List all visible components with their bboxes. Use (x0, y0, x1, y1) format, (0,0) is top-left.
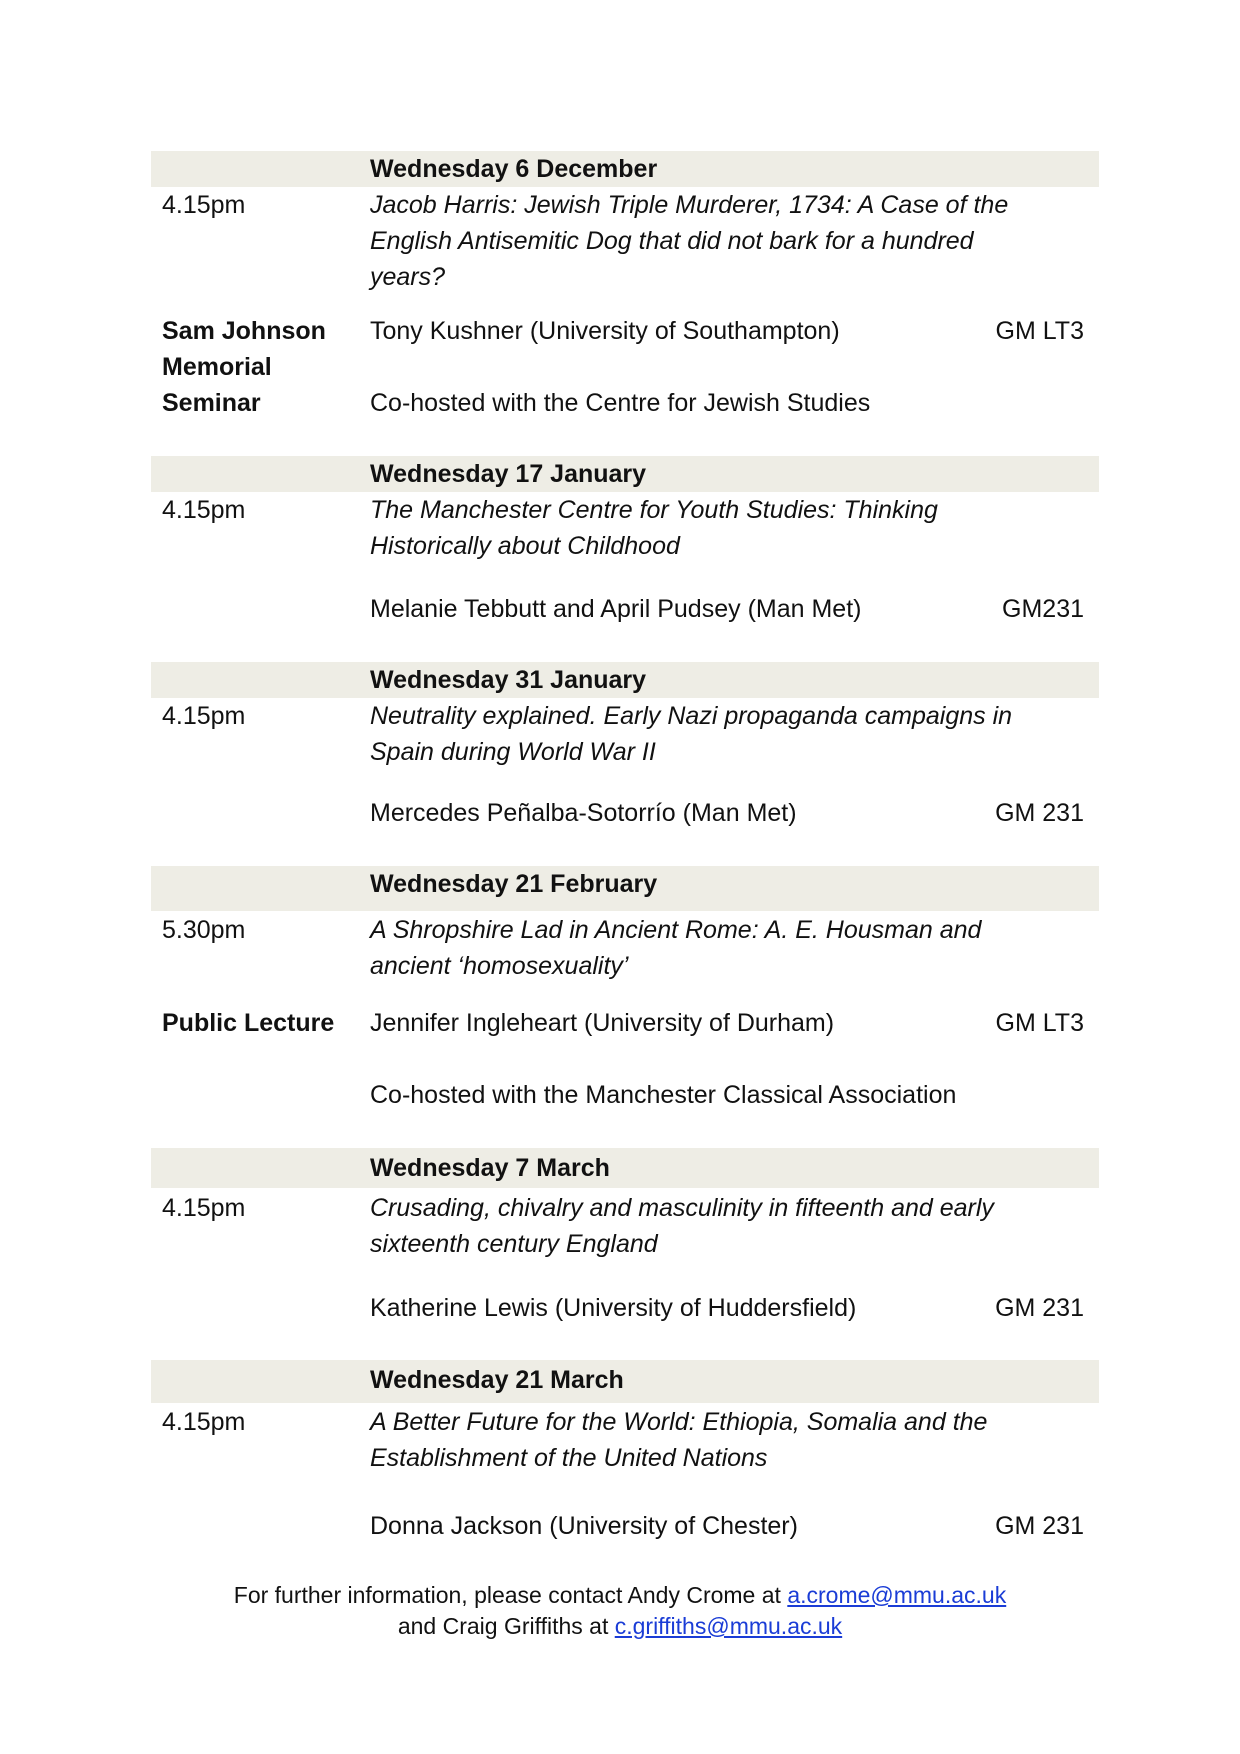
event-label-line: Seminar (162, 389, 261, 417)
event-title-line: Establishment of the United Nations (370, 1444, 768, 1472)
event-room: GM 231 (995, 1512, 1084, 1540)
event-note: Co-hosted with the Manchester Classical Association (370, 1081, 957, 1109)
event-room: GM 231 (995, 799, 1084, 827)
event-date: Wednesday 21 March (370, 1366, 624, 1394)
event-date: Wednesday 21 February (370, 870, 658, 898)
event-time: 4.15pm (162, 702, 246, 730)
event-date: Wednesday 17 January (370, 460, 647, 488)
contact-text: For further information, please contact Andy Crome at (233, 1582, 788, 1608)
event-date: Wednesday 7 March (370, 1154, 610, 1182)
event-label-line: Memorial (162, 353, 272, 381)
event-time: 5.30pm (162, 916, 246, 944)
date-band (151, 1148, 1099, 1188)
email-link-griffiths[interactable]: c.griffiths@mmu.ac.uk (614, 1613, 843, 1639)
event-title-line: A Better Future for the World: Ethiopia, Somalia and the (370, 1408, 988, 1436)
event-time: 4.15pm (162, 496, 246, 524)
event-speaker: Donna Jackson (University of Chester) (370, 1512, 798, 1540)
event-title-line: English Antisemitic Dog that did not bark for a hundred (370, 227, 974, 255)
email-link-crome[interactable]: a.crome@mmu.ac.uk (787, 1582, 1007, 1608)
event-room: GM231 (1002, 595, 1084, 623)
event-title-line: years? (370, 263, 446, 291)
event-note: Co-hosted with the Centre for Jewish Studies (370, 389, 871, 417)
event-speaker: Tony Kushner (University of Southampton) (370, 317, 840, 345)
event-room: GM LT3 (995, 317, 1084, 345)
event-title-line: The Manchester Centre for Youth Studies: Thinking (370, 496, 938, 524)
event-title-line: Crusading, chivalry and masculinity in fifteenth and early (370, 1194, 994, 1222)
event-title-line: ancient ‘homosexuality’ (370, 952, 629, 980)
event-speaker: Jennifer Ingleheart (University of Durham) (370, 1009, 835, 1037)
event-title-line: Jacob Harris: Jewish Triple Murderer, 1734: A Case of the (370, 191, 1009, 219)
date-band (151, 1360, 1099, 1403)
event-speaker: Mercedes Peñalba-Sotorrío (Man Met) (370, 799, 797, 827)
event-speaker: Katherine Lewis (University of Huddersfield) (370, 1294, 857, 1322)
event-time: 4.15pm (162, 1408, 246, 1436)
event-title-line: Spain during World War II (370, 738, 656, 766)
contact-line-2 (0, 1611, 1240, 1642)
event-room: GM LT3 (995, 1009, 1084, 1037)
contact-text: and Craig Griffiths at (397, 1613, 615, 1639)
event-title-line: Historically about Childhood (370, 532, 680, 560)
event-date: Wednesday 6 December (370, 155, 658, 183)
contact-line-1 (0, 1580, 1240, 1611)
event-room: GM 231 (995, 1294, 1084, 1322)
event-title-line: sixteenth century England (370, 1230, 658, 1258)
event-date: Wednesday 31 January (370, 666, 647, 694)
event-label-line: Sam Johnson (162, 317, 326, 345)
event-label-line: Public Lecture (162, 1009, 335, 1037)
event-title-line: Neutrality explained. Early Nazi propaganda campaigns in (370, 702, 1013, 730)
event-time: 4.15pm (162, 191, 246, 219)
event-speaker: Melanie Tebbutt and April Pudsey (Man Met) (370, 595, 862, 623)
event-title-line: A Shropshire Lad in Ancient Rome: A. E. Housman and (370, 916, 982, 944)
event-time: 4.15pm (162, 1194, 246, 1222)
